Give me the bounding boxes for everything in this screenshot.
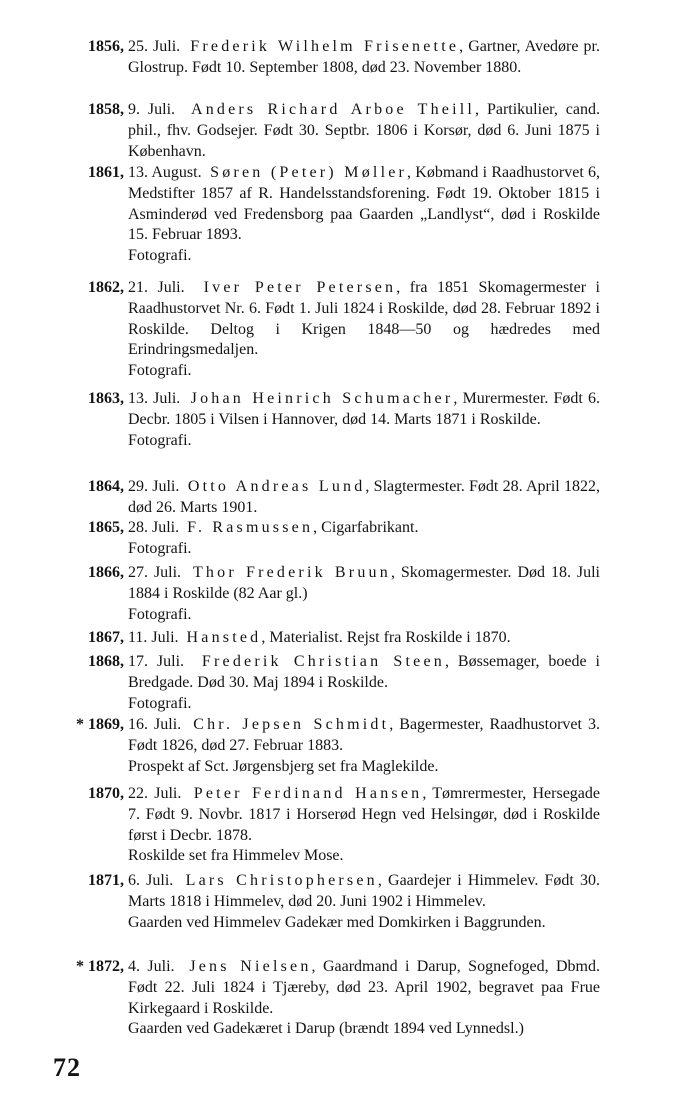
page-number: 72 <box>53 1053 81 1082</box>
entry-name: Iver Peter Petersen <box>203 279 397 296</box>
entry-year: 1862, <box>88 279 124 296</box>
entry-name: Lars Christophersen <box>185 872 378 889</box>
entry-name: Chr. Jepsen Schmidt <box>193 716 390 733</box>
entry-date: 29. Juli. <box>128 478 180 495</box>
entry-note: Roskilde set fra Himmelev Mose. <box>128 847 344 865</box>
entry-year: 1868, <box>88 653 124 670</box>
entry-line <box>128 871 600 913</box>
entry-date: 28. Juli. <box>128 519 180 536</box>
entry-1869 <box>76 715 600 777</box>
entry-name: Thor Frederik Bruun <box>192 564 391 581</box>
entry-1866 <box>88 563 601 625</box>
entry-name: Otto Andreas Lund <box>187 478 366 495</box>
entry-date: 13. August. <box>128 164 202 181</box>
entry-name: Jens Nielsen <box>189 958 312 975</box>
entry-note: Gaarden ved Himmelev Gadekær med Domkirken i Baggrunden. <box>128 913 546 931</box>
entry-year: 1856, <box>88 38 124 55</box>
entry-year: * 1872, <box>76 958 124 975</box>
entry-line <box>128 652 600 694</box>
entry-text: , Gaardmand i Darup, Sognefoged, Dbmd. Født 22. Juli 1824 i Tjæreby, død 23. April 1902, begravet paa Frue Kirkegaard i Roskilde. <box>128 958 601 1017</box>
entry-line <box>128 477 600 519</box>
entry-year: 1858, <box>88 101 124 118</box>
entry-text: , Bagermester, Raadhustorvet 3. Født 1826, død 27. Februar 1883. <box>128 716 600 754</box>
entry-line <box>128 278 600 361</box>
entry-year: * 1869, <box>76 716 124 733</box>
entry-1856 <box>88 37 600 79</box>
entry-1870 <box>88 784 601 867</box>
entry-1862 <box>88 278 600 382</box>
entry-note: Fotografi. <box>128 362 192 380</box>
entry-line <box>128 518 600 539</box>
entry-1868 <box>88 652 600 714</box>
entry-1872 <box>76 957 601 1040</box>
entry-year: 1867, <box>88 629 124 646</box>
entry-text: , Bøssemager, boede i Bredgade. Død 30. Maj 1894 i Roskilde. <box>128 653 600 691</box>
entry-date: 11. Juli. <box>128 629 179 646</box>
entry-year: 1864, <box>88 478 124 495</box>
entry-1865 <box>88 518 600 560</box>
entry-1867 <box>88 628 600 649</box>
entry-text: , Gartner, Avedøre pr. Glostrup. Født 10. September 1808, død 23. November 1880. <box>128 38 600 76</box>
entry-line <box>128 100 600 162</box>
entry-date: 4. Juli. <box>128 958 175 975</box>
entry-text: , Materialist. Rejst fra Roskilde i 1870. <box>261 629 511 646</box>
entry-text: , Slagtermester. Født 28. April 1822, død 26. Marts 1901. <box>128 478 600 516</box>
entry-name: Frederik Wilhelm Frisenette <box>190 38 460 55</box>
entry-1863 <box>88 389 601 451</box>
entry-line <box>128 784 600 846</box>
entry-date: 17. Juli. <box>128 653 185 670</box>
entry-year: 1866, <box>88 564 124 581</box>
entry-name: Frederik Christian Steen <box>201 653 445 670</box>
entry-year: 1861, <box>88 164 124 181</box>
entry-name: Søren (Peter) Møller <box>210 164 408 181</box>
entry-date: 21. Juli. <box>128 279 185 296</box>
entry-text: , Gaardejer i Himmelev. Født 30. Marts 1818 i Himmelev, død 20. Juni 1902 i Himmelev. <box>128 872 600 910</box>
entry-line <box>128 163 600 246</box>
entry-text: , Skomagermester. Død 18. Juli 1884 i Roskilde (82 Aar gl.) <box>128 564 601 602</box>
entry-date: 16. Juli. <box>128 716 182 733</box>
entry-year: 1871, <box>88 872 124 889</box>
entry-text: , Murermester. Født 6. Decbr. 1805 i Vilsen i Hannover, død 14. Marts 1871 i Roskilde. <box>128 390 601 428</box>
entry-date: 13. Juli. <box>128 390 181 407</box>
entry-text: , Købmand i Raadhustorvet 6, Medstifter 1857 af R. Handelsstandsforening. Født 19. Oktober 1815 i Asminderød ved Fredensborg paa Gaarden „Landlyst“, død i Roskilde 15. Februar 1893. <box>128 164 601 244</box>
entry-text: , Tømrermester, Hersegade 7. Født 9. Novbr. 1817 i Horserød Hegn ved Helsingør, død i Roskilde først i Decbr. 1878. <box>128 785 601 844</box>
entry-line <box>128 628 600 649</box>
entry-year: 1870, <box>88 785 124 802</box>
entry-year: 1865, <box>88 519 124 536</box>
entry-name: Hansted <box>186 629 262 646</box>
entry-note: Fotografi. <box>128 694 192 712</box>
entry-year: 1863, <box>88 390 124 407</box>
entry-line <box>128 389 600 431</box>
entry-1861 <box>88 163 601 267</box>
entry-note: Prospekt af Sct. Jørgensbjerg set fra Maglekilde. <box>128 757 439 775</box>
entry-1858 <box>88 100 600 162</box>
entry-name: Peter Ferdinand Hansen <box>193 785 423 802</box>
entry-note: Fotografi. <box>128 539 192 557</box>
entry-1871 <box>88 871 600 933</box>
entry-name: F. Rasmussen <box>187 519 314 536</box>
entry-date: 27. Juli. <box>128 564 182 581</box>
entry-name: Johan Heinrich Schumacher <box>190 390 454 407</box>
entry-note: Gaarden ved Gadekæret i Darup (brændt 1894 ved Lynnedsl.) <box>128 1020 524 1038</box>
entry-text: , fra 1851 Skomagermester i Raadhustorvet Nr. 6. Født 1. Juli 1824 i Roskilde, død 28. Februar 1892 i Roskilde. Deltog i Krigen 1848—50 og hædredes med Erindringsmedaljen. <box>128 279 600 359</box>
entry-text: , Partikulier, cand. phil., fhv. Godsejer. Født 30. Septbr. 1806 i Korsør, død 6. Juni 1875 i København. <box>128 101 600 160</box>
entry-date: 22. Juli. <box>128 785 182 802</box>
entry-date: 25. Juli. <box>128 38 181 55</box>
entry-date: 9. Juli. <box>128 101 176 118</box>
entry-note: Fotografi. <box>128 247 192 265</box>
entry-name: Anders Richard Arboe Theill <box>190 101 476 118</box>
entry-text: , Cigarfabrikant. <box>313 519 419 536</box>
entry-line <box>128 715 600 757</box>
entry-line <box>128 563 600 605</box>
entry-1864 <box>88 477 600 519</box>
entry-line <box>128 957 600 1019</box>
entry-note: Fotografi. <box>128 431 192 449</box>
entry-date: 6. Juli. <box>128 872 174 889</box>
entry-line <box>128 37 600 79</box>
entry-note: Fotografi. <box>128 605 192 623</box>
